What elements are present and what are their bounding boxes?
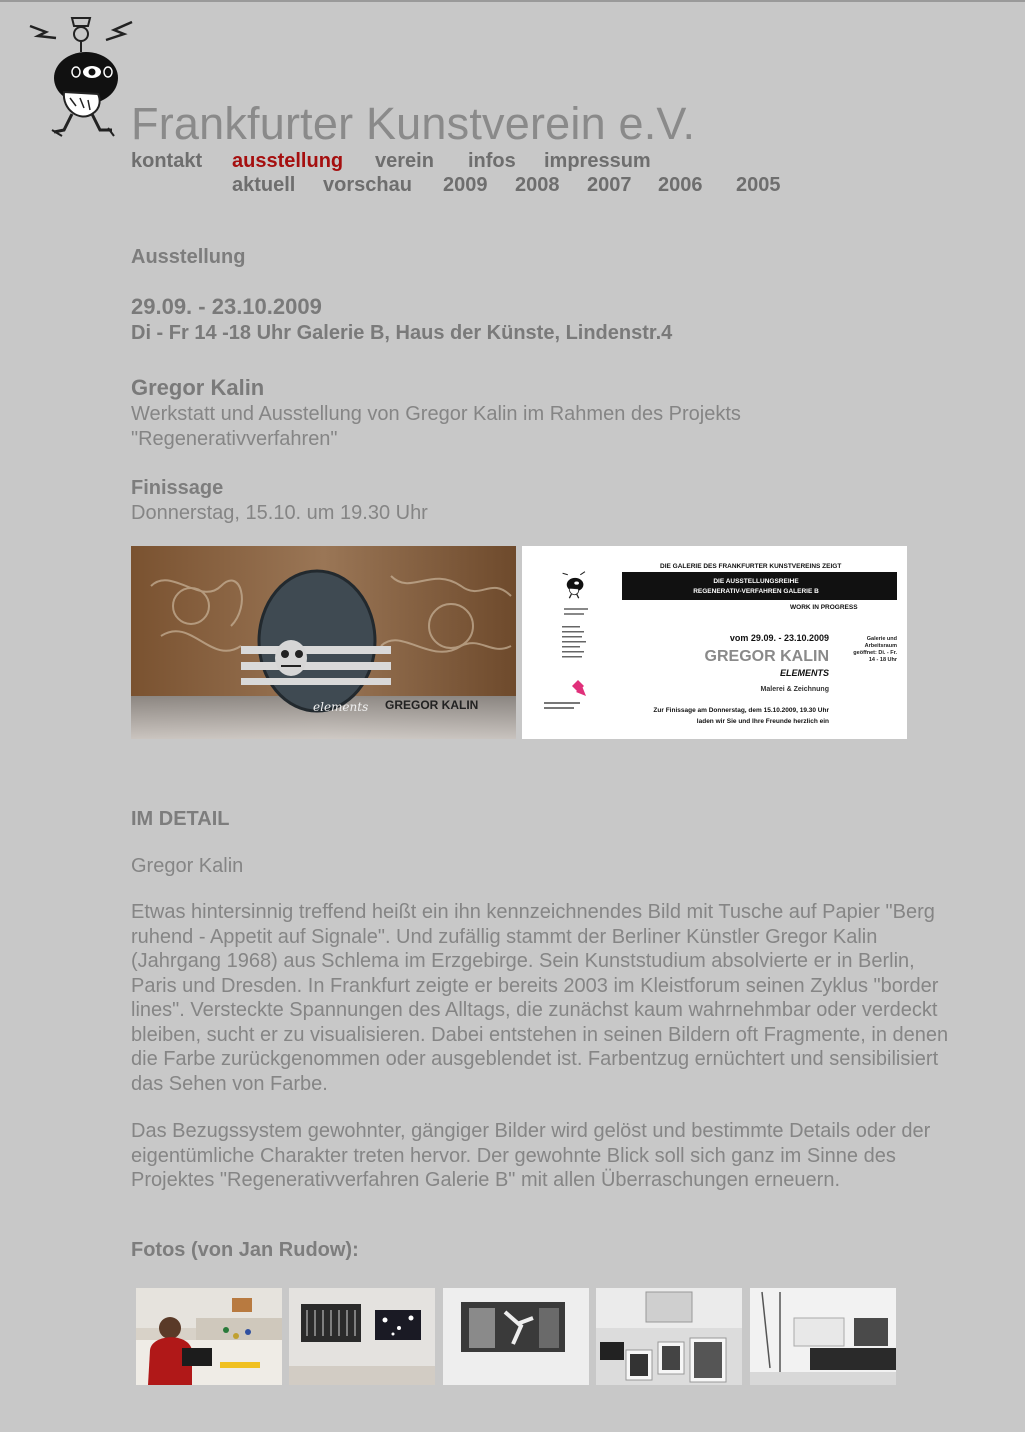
sub-nav xyxy=(0,174,1025,200)
subnav-2006[interactable]: 2006 xyxy=(658,174,703,196)
photo-studio-space xyxy=(750,1288,896,1385)
photo-thumbnail-5[interactable] xyxy=(750,1288,896,1385)
main-nav xyxy=(0,150,1025,176)
artwork-image[interactable] xyxy=(131,546,516,739)
artist-name: Gregor Kalin xyxy=(131,375,265,400)
flyer-band-line1: DIE AUSSTELLUNGSREIHE xyxy=(713,578,799,585)
subnav-vorschau[interactable]: vorschau xyxy=(323,174,412,196)
flyer-band-line2: REGENERATIV-VERFAHREN GALERIE B xyxy=(693,588,819,595)
finissage-heading: Finissage xyxy=(131,477,224,499)
subnav-2007[interactable]: 2007 xyxy=(587,174,632,196)
flyer-media: Malerei & Zeichnung xyxy=(760,686,829,693)
logo-mascot-icon[interactable] xyxy=(28,14,134,140)
description-line-2: "Regenerativverfahren" xyxy=(131,427,338,450)
photo-thumbnail-1[interactable] xyxy=(136,1288,282,1385)
finissage-text: Donnerstag, 15.10. um 19.30 Uhr xyxy=(131,502,428,524)
detail-paragraph-1: Etwas hintersinnig treffend heißt ein ihn kennzeichnendes Bild mit Tusche auf Papier "Berg ruhend - Appetit auf Signale". Und zufällig stammt der Berliner Künstler Gregor Kalin (Jahrgang 1968) aus Schlema im Erzgebirge. Sein Kunststudium absolvierte er in Berlin, Paris und Dresden. In Frankfurt zeigte er bereits 2003 im Kleistforum seinen Zyklus "border lines". Versteckte Spannungen des Alltags, die zunächst kaum wahrnehmbar oder verdeckt bleiben, sucht er zu visualisieren. Dabei entstehen in seinen Bildern oft Fragmente, in denen die Farbe zurückgenommen oder ausgeblendet ist. Farbentzug ernüchtert und sensibilisiert das Sehen von Farbe. xyxy=(131,901,949,1095)
photo-thumbnail-3[interactable] xyxy=(443,1288,589,1385)
photo-thumbnail-4[interactable] xyxy=(596,1288,742,1385)
artwork-caption-word: elements xyxy=(313,700,369,714)
section-heading: Ausstellung xyxy=(131,246,246,268)
exhibition-date: 29.09. - 23.10.2009 xyxy=(131,294,322,319)
photo-artist-at-work xyxy=(136,1288,282,1385)
flyer-work-text: WORK IN PROGRESS xyxy=(790,604,858,611)
nav-ausstellung[interactable]: ausstellung xyxy=(232,150,344,172)
artwork-caption-name: GREGOR KALIN xyxy=(385,698,479,712)
description-line-1: Werkstatt und Ausstellung von Gregor Kalin im Rahmen des Projekts xyxy=(131,403,741,425)
flyer-graphic xyxy=(522,546,907,739)
exhibition-description xyxy=(131,402,741,451)
subnav-2005[interactable]: 2005 xyxy=(736,174,781,196)
photo-framed-print xyxy=(443,1288,589,1385)
photo-wall-artworks xyxy=(289,1288,435,1385)
flyer-footer1: Zur Finissage am Donnerstag, dem 15.10.2009, 19.30 Uhr xyxy=(653,707,829,714)
flyer-hours: Galerie und Arbeitsraum geöffnet: Di. - Fr. 14 - 18 Uhr xyxy=(853,636,897,663)
detail-artist: Gregor Kalin xyxy=(131,855,244,877)
nav-infos[interactable]: infos xyxy=(468,150,516,172)
artwork-graphic xyxy=(131,546,516,739)
flyer-date: vom 29.09. - 23.10.2009 xyxy=(729,633,829,643)
nav-kontakt[interactable]: kontakt xyxy=(131,150,203,172)
subnav-2009[interactable]: 2009 xyxy=(443,174,488,196)
site-title[interactable]: Frankfurter Kunstverein e.V. xyxy=(131,98,696,149)
flyer-top-text: DIE GALERIE DES FRANKFURTER KUNSTVEREINS ZEIGT xyxy=(660,563,842,570)
nav-impressum[interactable]: impressum xyxy=(544,150,651,172)
flyer-title: ELEMENTS xyxy=(779,668,829,678)
flyer-artist: GREGOR KALIN xyxy=(704,648,829,665)
subnav-aktuell[interactable]: aktuell xyxy=(232,174,296,196)
exhibition-hours-location: Di - Fr 14 -18 Uhr Galerie B, Haus der Künste, Lindenstr.4 xyxy=(131,322,673,344)
photo-prints-on-floor xyxy=(596,1288,742,1385)
photos-heading: Fotos (von Jan Rudow): xyxy=(131,1239,359,1261)
flyer-footer2: laden wir Sie und Ihre Freunde herzlich ein xyxy=(696,718,829,725)
top-border xyxy=(0,0,1025,2)
detail-paragraph-2: Das Bezugssystem gewohnter, gängiger Bilder wird gelöst und bestimmte Details oder der eigentümliche Charakter treten hervor. Der gewohnte Blick soll sich ganz im Sinne des Projektes "Regenerativverfahren Galerie B" mit allen Überraschungen erneuern. xyxy=(131,1120,931,1191)
subnav-2008[interactable]: 2008 xyxy=(515,174,560,196)
flyer-image[interactable] xyxy=(522,546,907,739)
detail-heading: IM DETAIL xyxy=(131,808,230,830)
nav-verein[interactable]: verein xyxy=(375,150,434,172)
photo-thumbnail-2[interactable] xyxy=(289,1288,435,1385)
flyer-hours-box xyxy=(853,636,897,686)
